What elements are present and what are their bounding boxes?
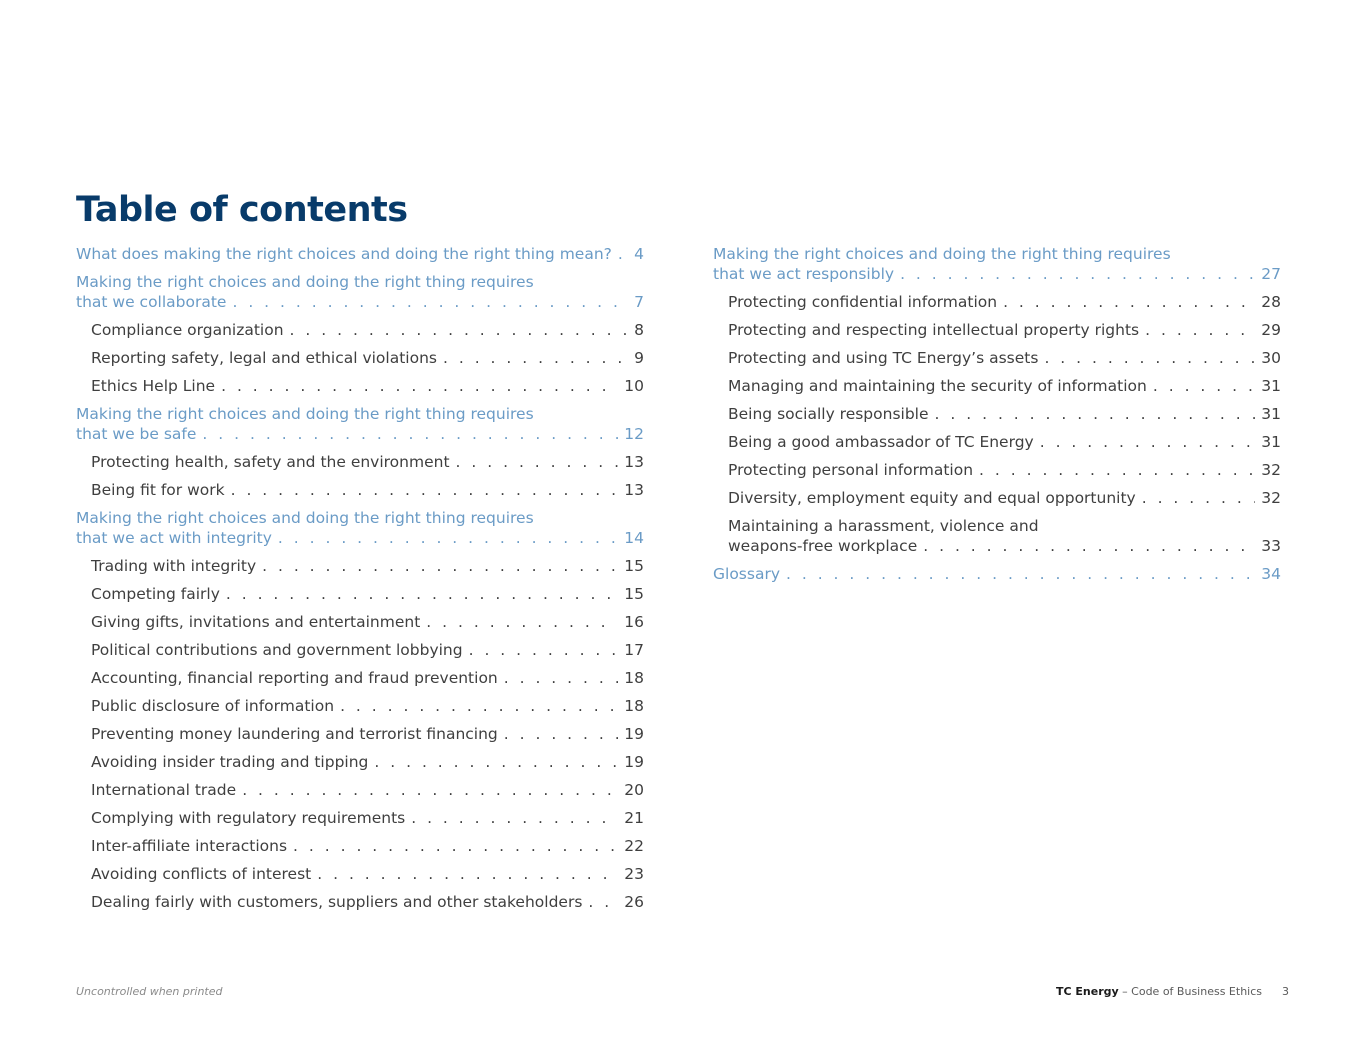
footer-doc-info <box>1056 985 1289 998</box>
toc-entry-title: that we collaborate <box>76 293 227 311</box>
toc-entry-title: that we act responsibly <box>713 265 895 283</box>
toc-entry[interactable] <box>76 668 644 688</box>
toc-page-number: 14 <box>624 529 644 547</box>
toc-entry-row <box>728 432 1281 452</box>
toc-page-number: 22 <box>624 837 644 855</box>
toc-page-number: 28 <box>1261 293 1281 311</box>
toc-entry-title: Dealing fairly with customers, suppliers and other stakeholders <box>91 893 583 911</box>
toc-entry[interactable] <box>76 452 644 472</box>
toc-entry-row <box>728 292 1281 312</box>
toc-page-number: 16 <box>624 613 644 631</box>
page-title: Table of contents <box>76 190 408 230</box>
toc-entry-row <box>91 836 644 856</box>
toc-page-number: 30 <box>1261 349 1281 367</box>
toc-section-entry[interactable] <box>713 244 1281 284</box>
toc-entry-title: Compliance organization <box>91 321 284 339</box>
toc-entry-title: Being a good ambassador of TC Energy <box>728 433 1034 451</box>
toc-entry-title: Protecting and respecting intellectual property rights <box>728 321 1140 339</box>
toc-entry-title: Reporting safety, legal and ethical violations <box>91 349 437 367</box>
toc-page-number: 15 <box>624 585 644 603</box>
toc-entry-row <box>728 320 1281 340</box>
dot-leader <box>1003 292 1255 312</box>
toc-entry-title: International trade <box>91 781 237 799</box>
toc-page-number: 18 <box>624 697 644 715</box>
toc-entry-row <box>91 668 644 688</box>
dot-leader <box>1142 488 1256 508</box>
toc-entry[interactable] <box>76 836 644 856</box>
toc-entry[interactable] <box>713 320 1281 340</box>
toc-page-number: 23 <box>624 865 644 883</box>
toc-entry-title: Glossary <box>713 565 780 583</box>
toc-entry-title: Public disclosure of information <box>91 697 335 715</box>
toc-entry[interactable] <box>713 348 1281 368</box>
toc-entry-row <box>713 264 1281 284</box>
dot-leader <box>935 404 1256 424</box>
toc-entry-title: Diversity, employment equity and equal opportunity <box>728 489 1136 507</box>
toc-entry-row <box>91 612 644 632</box>
toc-entry[interactable] <box>76 348 644 368</box>
dot-leader <box>411 808 618 828</box>
toc-entry-row <box>91 808 644 828</box>
toc-entry-row <box>728 536 1281 556</box>
toc-page-number: 12 <box>624 425 644 443</box>
toc-entry-title-line: Making the right choices and doing the right thing requires <box>713 245 1171 263</box>
toc-entry-row <box>91 556 644 576</box>
toc-page-number: 15 <box>624 557 644 575</box>
toc-entry-title-line: Maintaining a harassment, violence and <box>728 517 1039 535</box>
toc-entry-title: Political contributions and government lobbying <box>91 641 463 659</box>
toc-entry[interactable] <box>76 752 644 772</box>
dot-leader <box>1040 432 1256 452</box>
dot-leader <box>290 320 629 340</box>
toc-page-number: 17 <box>624 641 644 659</box>
toc-entry-row <box>91 376 644 396</box>
footer-brand: TC Energy <box>1055 985 1119 998</box>
toc-page-number: 9 <box>634 349 644 367</box>
dot-leader <box>242 780 618 800</box>
toc-page-number: 31 <box>1261 377 1281 395</box>
dot-leader <box>340 696 618 716</box>
toc-page-number: 32 <box>1261 489 1281 507</box>
toc-entry-title: Accounting, financial reporting and fraud prevention <box>91 669 498 687</box>
toc-entry-title: Preventing money laundering and terrorist financing <box>91 725 498 743</box>
toc-entry-title: Competing fairly <box>91 585 220 603</box>
toc-entry-row <box>728 488 1281 508</box>
toc-entry-title: Being fit for work <box>91 481 225 499</box>
toc-section-entry[interactable] <box>76 508 644 548</box>
toc-entry[interactable] <box>76 780 644 800</box>
toc-left-column <box>76 244 644 912</box>
dot-leader <box>618 244 628 264</box>
toc-page-number: 8 <box>634 321 644 339</box>
toc-entry-title: weapons-free workplace <box>728 537 918 555</box>
toc-entry-row <box>728 376 1281 396</box>
toc-section-entry[interactable] <box>76 404 644 444</box>
toc-entry-row <box>91 584 644 604</box>
dot-leader <box>900 264 1255 284</box>
toc-entry-row <box>76 528 644 548</box>
toc-entry-title: Managing and maintaining the security of information <box>728 377 1147 395</box>
toc-page-number: 21 <box>624 809 644 827</box>
toc-entry[interactable] <box>713 292 1281 312</box>
dot-leader <box>1145 320 1255 340</box>
toc-entry-row <box>91 724 644 744</box>
dot-leader <box>504 668 619 688</box>
toc-entry-title: Inter-affiliate interactions <box>91 837 288 855</box>
dot-leader <box>443 348 628 368</box>
toc-entry[interactable] <box>76 864 644 884</box>
toc-entry-title: Protecting and using TC Energy’s assets <box>728 349 1039 367</box>
toc-page-number: 20 <box>624 781 644 799</box>
dot-leader <box>232 292 628 312</box>
toc-entry-title-line: Making the right choices and doing the right thing requires <box>76 273 534 291</box>
toc-entry-title: Being socially responsible <box>728 405 929 423</box>
dot-leader <box>786 564 1255 584</box>
toc-entry[interactable] <box>76 612 644 632</box>
footer-doc-title: – Code of Business Ethics <box>1118 985 1262 998</box>
dot-leader <box>469 640 619 660</box>
toc-entry[interactable] <box>76 480 644 500</box>
toc-entry-row <box>91 752 644 772</box>
toc-entry-title: What does making the right choices and doing the right thing mean? <box>76 245 612 263</box>
dot-leader <box>588 892 618 912</box>
toc-page-number: 33 <box>1261 537 1281 555</box>
toc-entry-title-line: Making the right choices and doing the right thing requires <box>76 509 534 527</box>
dot-leader <box>221 376 618 396</box>
toc-entry[interactable] <box>76 556 644 576</box>
footer-note: Uncontrolled when printed <box>76 985 223 998</box>
toc-entry[interactable] <box>76 892 644 912</box>
toc-entry-row <box>91 780 644 800</box>
dot-leader <box>456 452 619 472</box>
toc-entry-row <box>713 564 1281 584</box>
toc-page-number: 19 <box>624 725 644 743</box>
toc-entry[interactable] <box>76 724 644 744</box>
toc-entry-title: Complying with regulatory requirements <box>91 809 406 827</box>
toc-right-column <box>713 244 1281 584</box>
toc-entry[interactable] <box>76 696 644 716</box>
toc-entry-title: that we be safe <box>76 425 197 443</box>
footer-page-number: 3 <box>1282 985 1289 998</box>
toc-entry-row <box>91 320 644 340</box>
dot-leader <box>202 424 618 444</box>
toc-entry-title: that we act with integrity <box>76 529 272 547</box>
toc-page-number: 31 <box>1261 433 1281 451</box>
toc-page-number: 10 <box>624 377 644 395</box>
dot-leader <box>293 836 618 856</box>
toc-entry[interactable] <box>76 584 644 604</box>
dot-leader <box>262 556 618 576</box>
dot-leader <box>317 864 618 884</box>
toc-entry-row <box>91 640 644 660</box>
toc-entry-title: Protecting personal information <box>728 461 974 479</box>
dot-leader <box>504 724 619 744</box>
toc-entry-row <box>728 404 1281 424</box>
toc-page-number: 4 <box>634 245 644 263</box>
toc-entry-title: Protecting confidential information <box>728 293 998 311</box>
toc-page-number: 7 <box>634 293 644 311</box>
toc-page-number: 26 <box>624 893 644 911</box>
toc-entry-row <box>76 244 644 264</box>
toc-page-number: 19 <box>624 753 644 771</box>
dot-leader <box>231 480 619 500</box>
toc-entry-row <box>728 460 1281 480</box>
toc-entry[interactable] <box>713 460 1281 480</box>
toc-section-entry[interactable] <box>713 564 1281 584</box>
toc-entry-row <box>76 424 644 444</box>
dot-leader <box>979 460 1255 480</box>
toc-entry[interactable] <box>713 404 1281 424</box>
toc-entry-title: Avoiding conflicts of interest <box>91 865 312 883</box>
toc-entry-title: Avoiding insider trading and tipping <box>91 753 369 771</box>
toc-entry[interactable] <box>713 516 1281 556</box>
toc-page-number: 13 <box>624 481 644 499</box>
toc-entry-row <box>91 892 644 912</box>
toc-page-number: 27 <box>1261 265 1281 283</box>
toc-entry[interactable] <box>76 808 644 828</box>
toc-page-number: 34 <box>1261 565 1281 583</box>
toc-entry-title: Ethics Help Line <box>91 377 216 395</box>
toc-page-number: 13 <box>624 453 644 471</box>
toc-page-number: 31 <box>1261 405 1281 423</box>
toc-entry-row <box>91 452 644 472</box>
toc-page-number: 18 <box>624 669 644 687</box>
toc-page-number: 29 <box>1261 321 1281 339</box>
toc-entry-row <box>91 480 644 500</box>
toc-entry-title: Protecting health, safety and the environment <box>91 453 450 471</box>
dot-leader <box>1153 376 1255 396</box>
toc-entry-title: Trading with integrity <box>91 557 257 575</box>
dot-leader <box>226 584 618 604</box>
toc-entry[interactable] <box>713 376 1281 396</box>
toc-entry[interactable] <box>713 432 1281 452</box>
toc-entry-row <box>91 696 644 716</box>
toc-section-entry[interactable] <box>76 244 644 264</box>
toc-entry-title: Giving gifts, invitations and entertainment <box>91 613 421 631</box>
toc-section-entry[interactable] <box>76 272 644 312</box>
dot-leader <box>374 752 618 772</box>
toc-entry-row <box>76 292 644 312</box>
dot-leader <box>426 612 618 632</box>
toc-entry[interactable] <box>76 320 644 340</box>
toc-entry[interactable] <box>76 376 644 396</box>
toc-entry-row <box>91 864 644 884</box>
toc-entry[interactable] <box>76 640 644 660</box>
dot-leader <box>278 528 618 548</box>
toc-entry[interactable] <box>713 488 1281 508</box>
toc-entry-row <box>91 348 644 368</box>
toc-page-number: 32 <box>1261 461 1281 479</box>
toc-entry-row <box>728 348 1281 368</box>
dot-leader <box>923 536 1255 556</box>
dot-leader <box>1044 348 1255 368</box>
toc-entry-title-line: Making the right choices and doing the right thing requires <box>76 405 534 423</box>
